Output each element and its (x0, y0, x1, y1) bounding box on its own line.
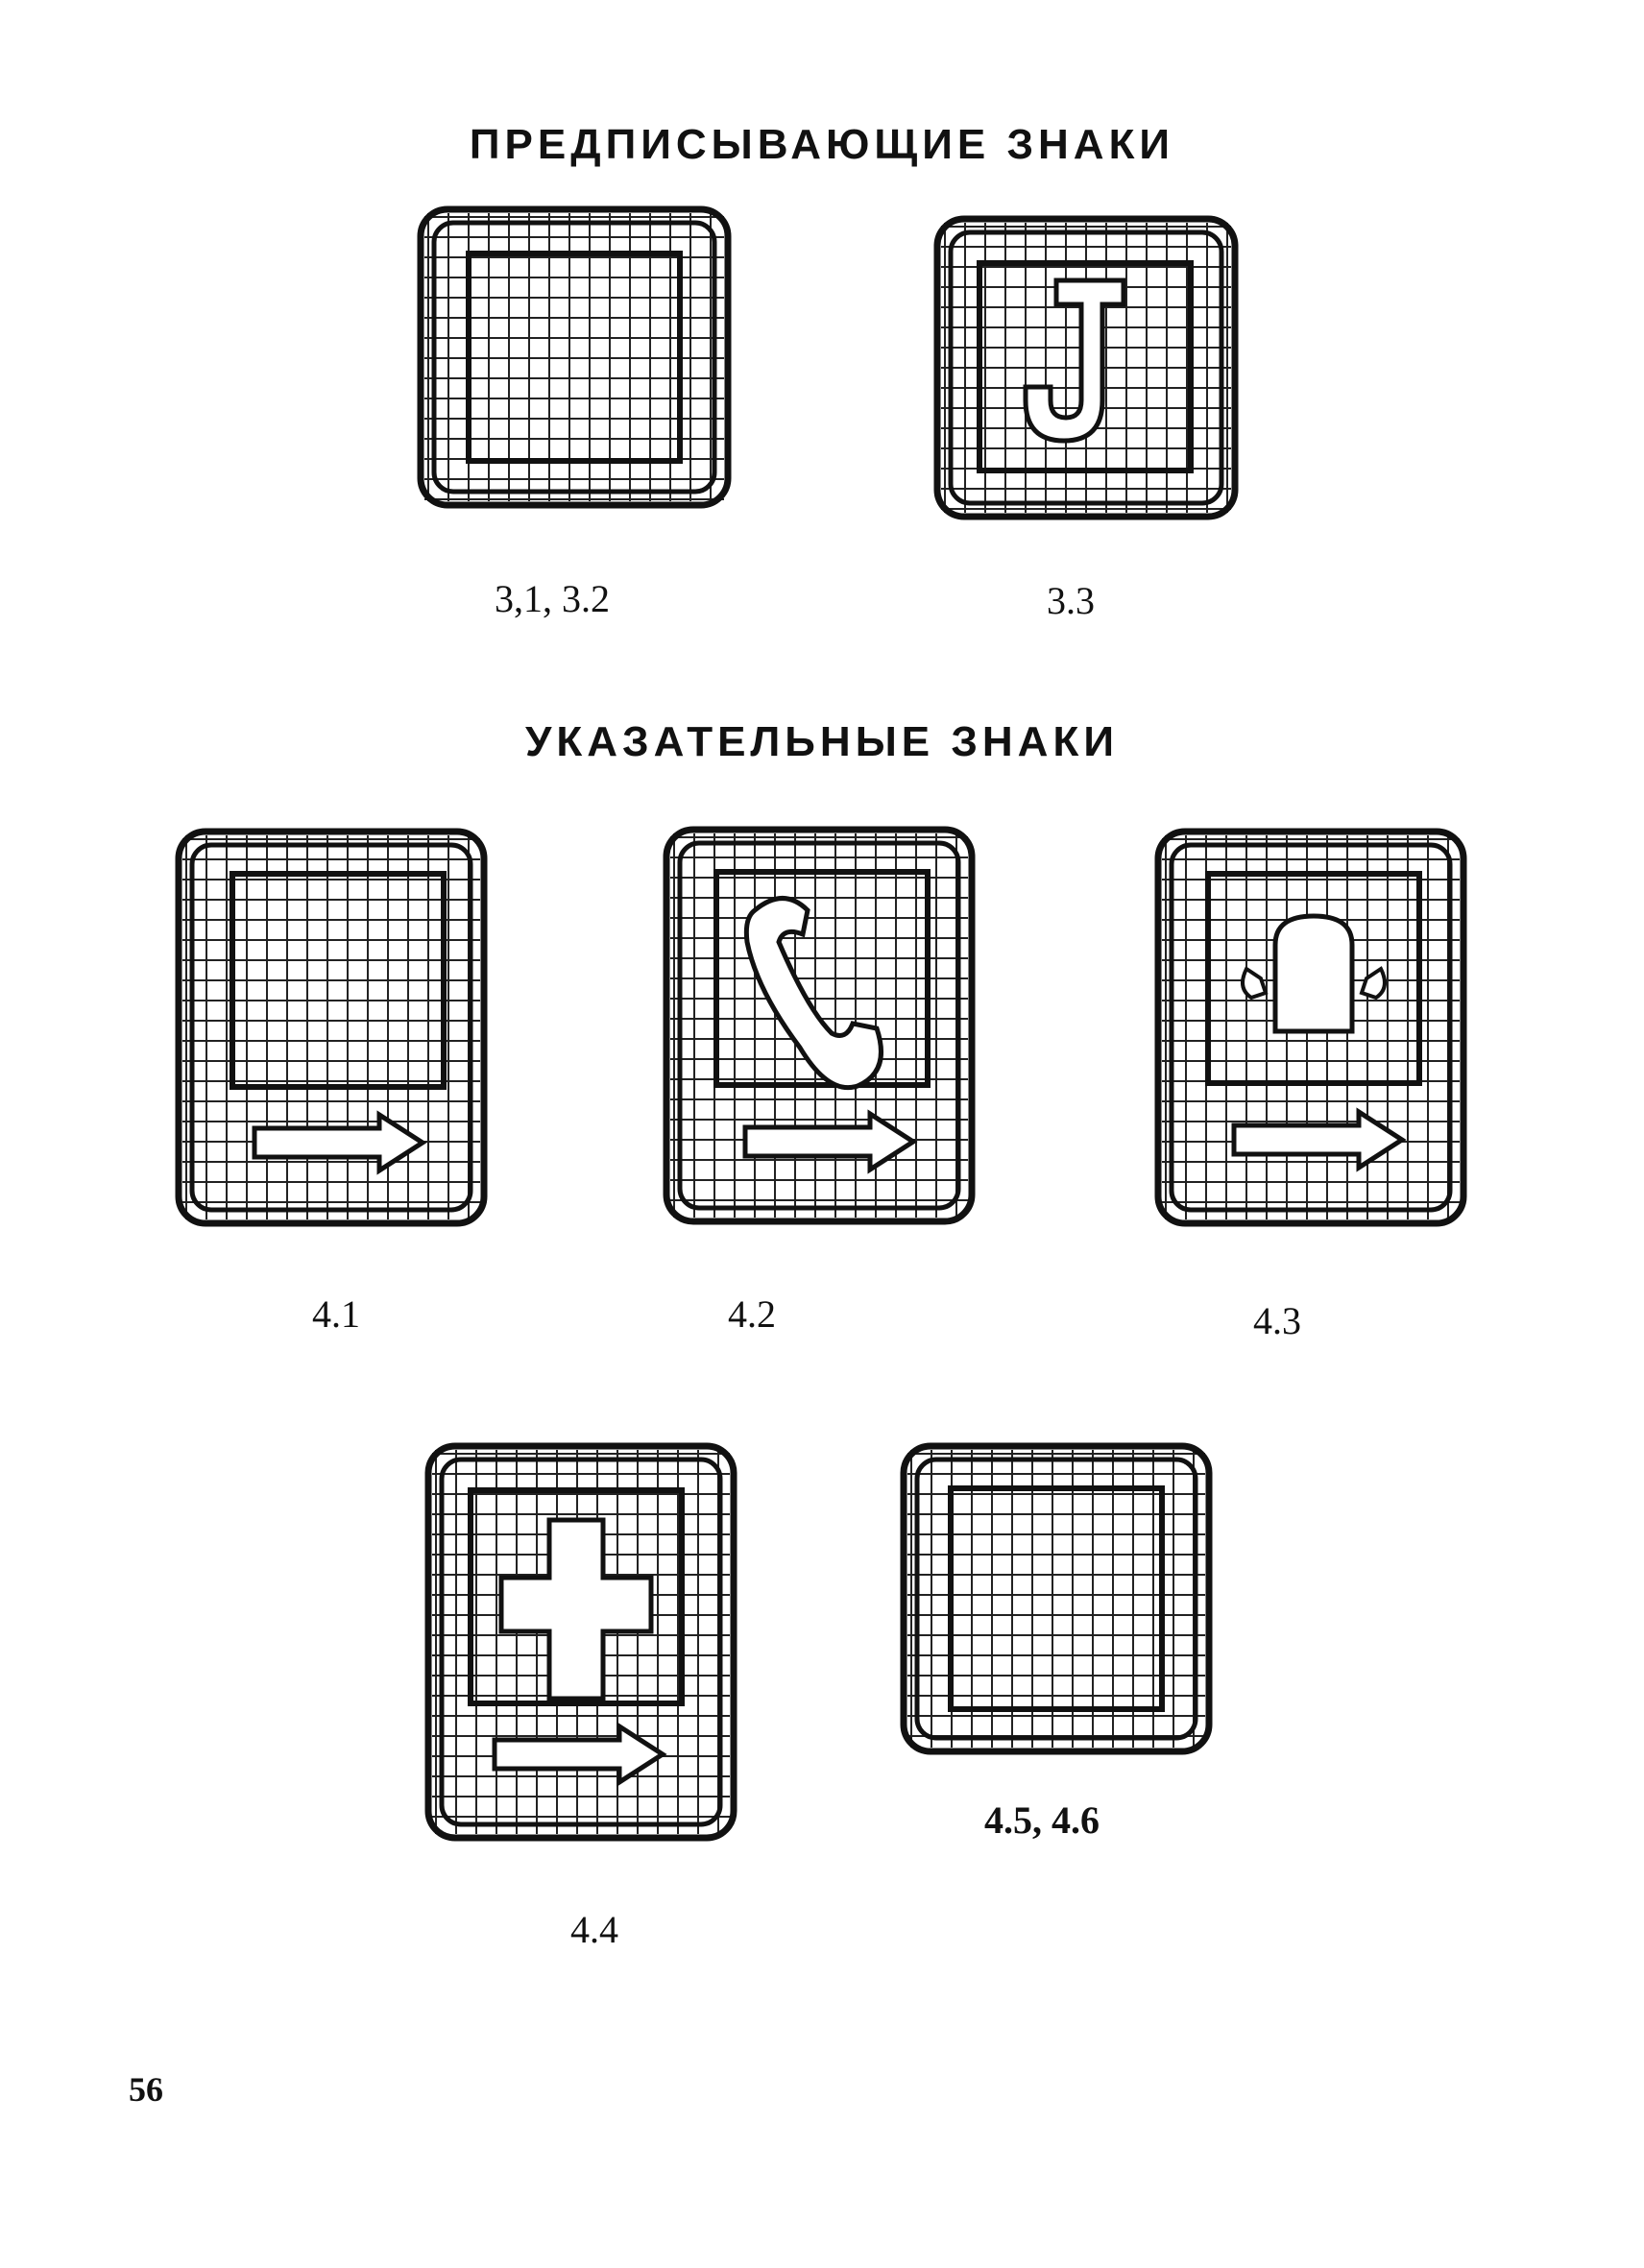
page-number: 56 (129, 2070, 163, 2109)
sign-4-1 (173, 826, 490, 1229)
sign-3-3 (931, 213, 1241, 522)
sign-3-1-3-2 (415, 204, 734, 511)
caption-4-1: 4.1 (312, 1292, 360, 1336)
caption-4-3: 4.3 (1253, 1299, 1301, 1342)
sign-4-4 (423, 1440, 739, 1844)
sign-4-5-4-6 (898, 1440, 1215, 1757)
caption-4-4: 4.4 (570, 1908, 618, 1951)
caption-3-1-3-2: 3,1, 3.2 (495, 577, 610, 620)
caption-4-5-4-6: 4.5, 4.6 (984, 1798, 1100, 1842)
sign-4-3 (1152, 826, 1469, 1229)
section-heading-regulatory: ПРЕДПИСЫВАЮЩИЕ ЗНАКИ (469, 121, 1175, 168)
caption-3-3: 3.3 (1047, 579, 1095, 622)
caption-4-2: 4.2 (728, 1292, 776, 1336)
sign-4-2 (661, 824, 978, 1227)
section-heading-informational: УКАЗАТЕЛЬНЫЕ ЗНАКИ (525, 718, 1119, 765)
